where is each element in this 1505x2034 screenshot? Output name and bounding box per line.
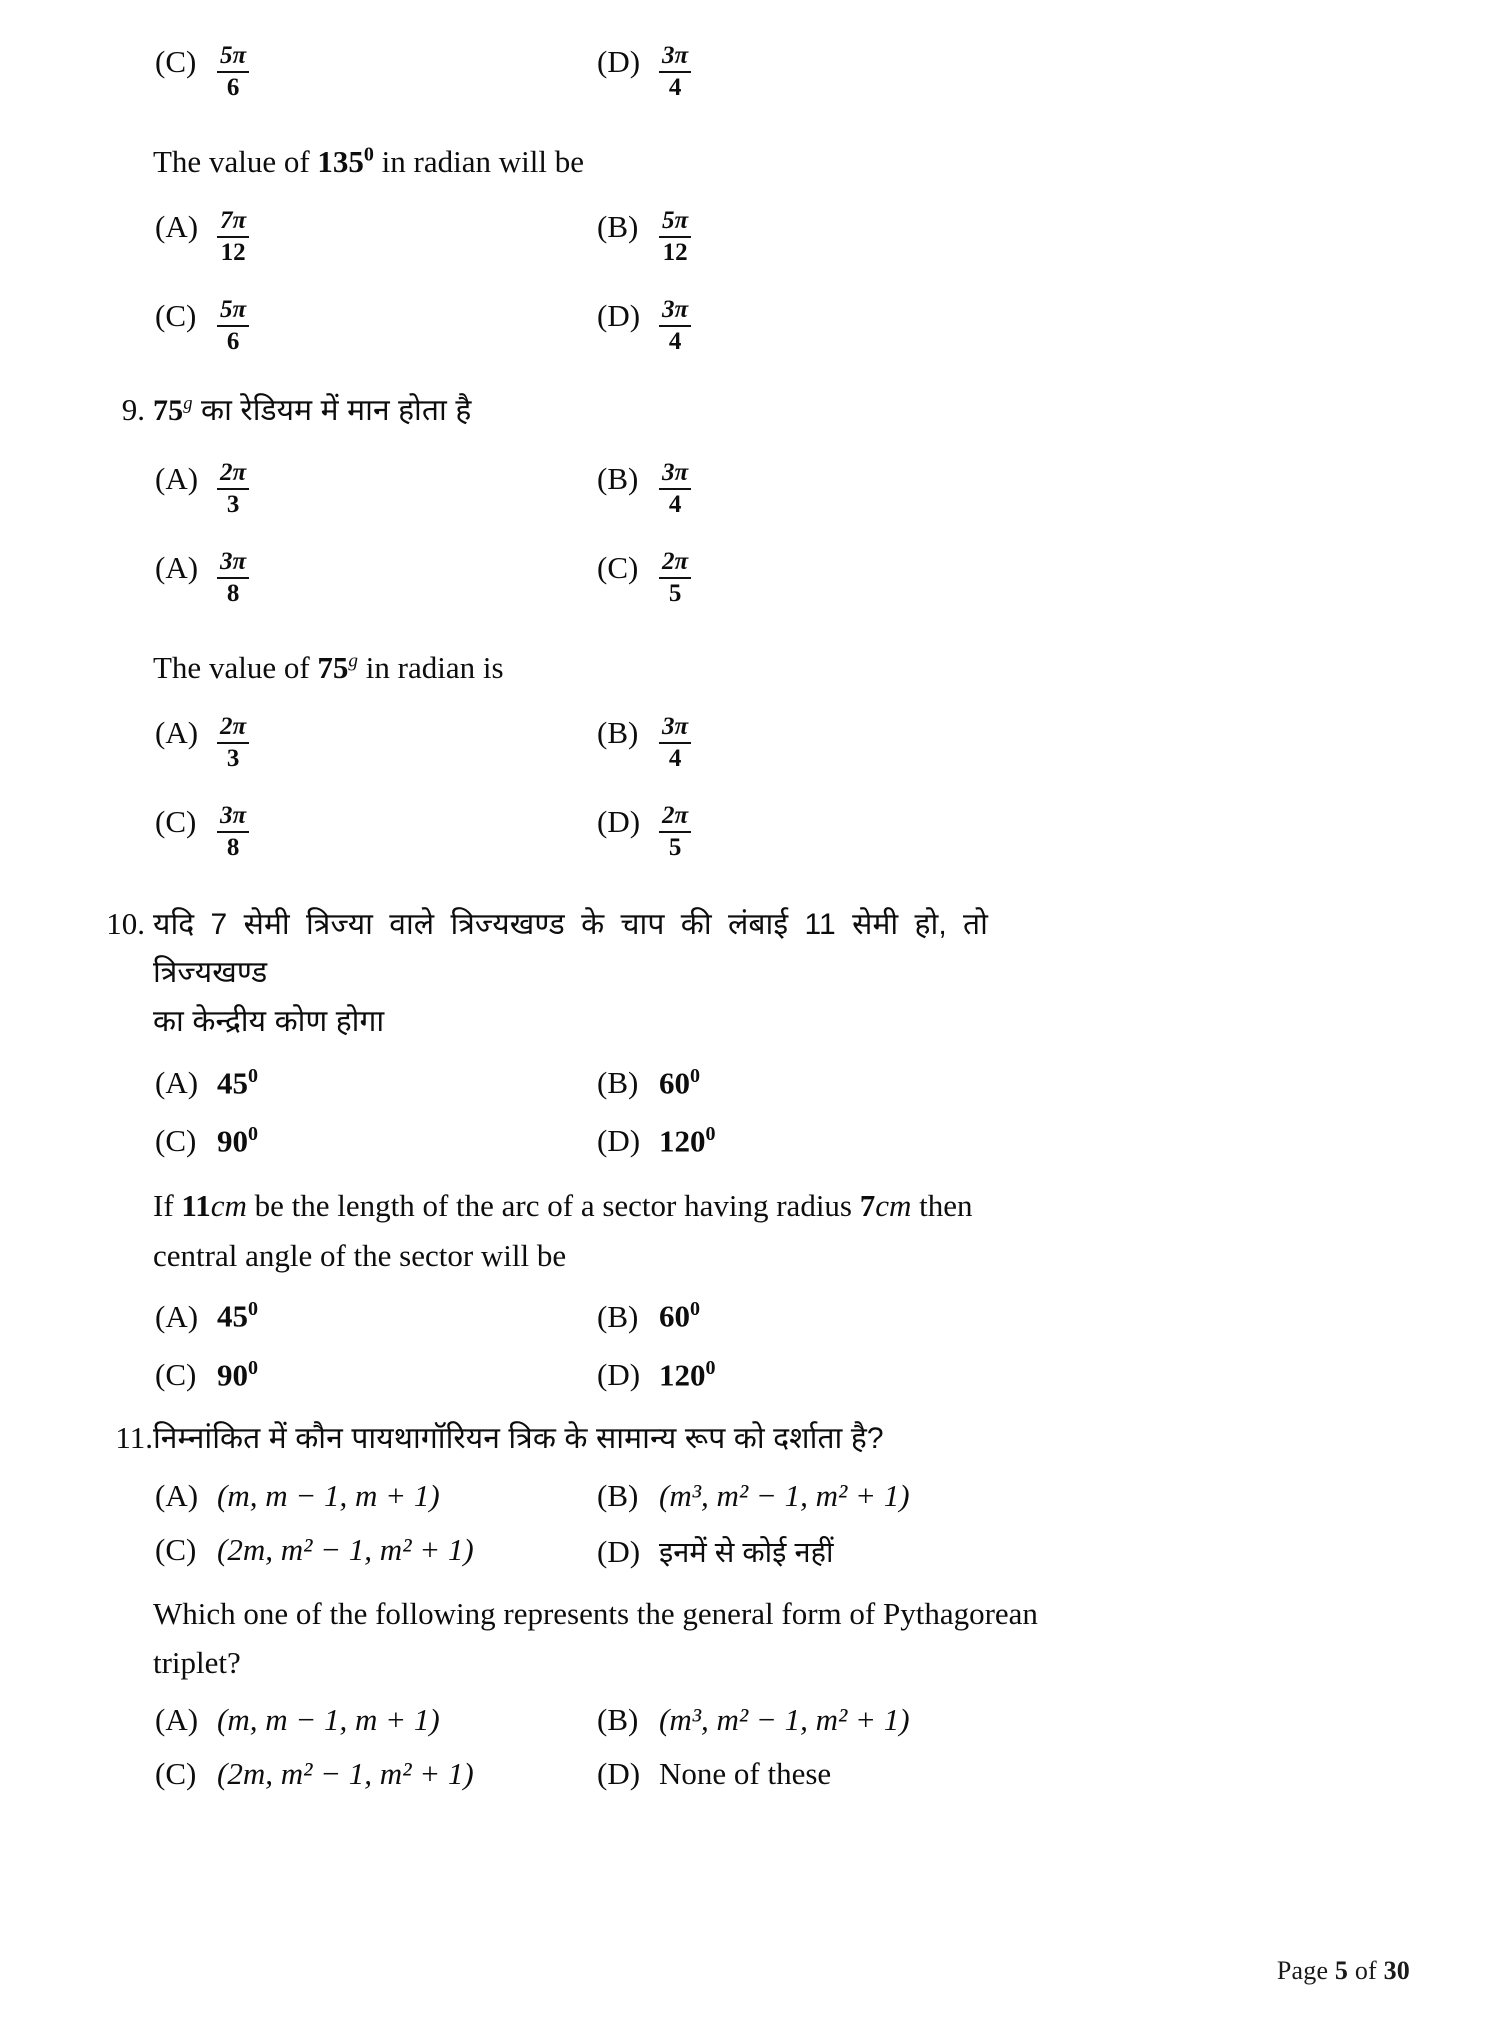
option-item[interactable] <box>575 1756 1055 1792</box>
option-value: (m, m − 1, m + 1) <box>217 1477 440 1513</box>
value-number: 90 <box>217 1123 248 1159</box>
page-footer <box>1277 1956 1410 1986</box>
option-fraction <box>659 42 691 102</box>
stem-text <box>153 643 1410 693</box>
stem-part: in radian is <box>358 650 504 686</box>
degree-superscript: 0 <box>248 1064 258 1087</box>
option-item[interactable] <box>575 1123 1055 1159</box>
option-fraction <box>217 296 249 356</box>
option-item[interactable] <box>95 457 575 521</box>
fraction-denominator: 4 <box>659 488 691 519</box>
option-label: (A) <box>155 1298 199 1334</box>
option-label: (C) <box>155 1531 197 1567</box>
stem-text <box>153 137 1410 187</box>
option-row <box>95 711 1410 794</box>
option-item[interactable] <box>95 1065 575 1101</box>
option-item[interactable] <box>575 1298 1055 1334</box>
option-fraction <box>217 548 249 608</box>
option-label: (B) <box>597 1701 639 1737</box>
degree-superscript: 0 <box>690 1298 700 1321</box>
stem-line <box>153 1181 1410 1231</box>
option-value <box>217 1123 258 1159</box>
stem-part: in radian will be <box>373 144 584 179</box>
fraction-numerator: 2π <box>662 801 689 829</box>
option-item[interactable] <box>575 1357 1055 1393</box>
option-label: (A) <box>155 550 199 586</box>
option-row <box>95 1065 1410 1101</box>
option-label: (A) <box>155 1064 199 1100</box>
question-9-stem-hindi <box>95 387 1410 436</box>
option-row <box>95 1357 1410 1393</box>
option-value <box>217 1065 258 1101</box>
option-value <box>217 1357 258 1393</box>
option-label: (D) <box>597 44 641 79</box>
option-label: (C) <box>155 1123 197 1159</box>
footer-middle: of <box>1348 1956 1384 1985</box>
fraction-denominator: 5 <box>659 577 691 608</box>
fraction-numerator: 3π <box>662 459 689 487</box>
question-number: 11. <box>115 1420 153 1456</box>
fraction-denominator: 12 <box>217 236 249 267</box>
fraction-numerator: 2π <box>220 712 247 740</box>
option-fraction <box>659 296 691 356</box>
option-label: (A) <box>155 208 199 244</box>
fraction-denominator: 3 <box>217 742 249 773</box>
fraction-denominator: 4 <box>659 71 691 102</box>
footer-prefix: Page <box>1276 1956 1335 1985</box>
option-label: (B) <box>597 208 639 244</box>
fraction-denominator: 3 <box>217 488 249 519</box>
option-label: (D) <box>597 297 641 333</box>
option-item[interactable] <box>95 711 575 775</box>
option-label: (A) <box>155 714 199 750</box>
option-row <box>95 546 1410 629</box>
fraction-numerator: 5π <box>220 295 247 323</box>
value-number: 60 <box>659 1298 690 1334</box>
stem-part: then <box>911 1188 973 1224</box>
stem-part: The value of <box>153 144 318 179</box>
fraction-numerator: 3π <box>220 801 247 829</box>
option-label: (D) <box>597 1755 641 1791</box>
stem-line: का केन्द्रीय कोण होगा <box>153 1004 385 1038</box>
option-fraction <box>217 802 249 862</box>
degree-superscript: 0 <box>248 1122 258 1145</box>
value-number: 120 <box>659 1357 706 1393</box>
grade-superscript: g <box>183 392 193 414</box>
option-row <box>95 294 1410 377</box>
option-value: इनमें से कोई नहीं <box>659 1536 834 1569</box>
option-item[interactable] <box>95 1702 575 1738</box>
fraction-denominator: 4 <box>659 325 691 356</box>
option-value <box>659 1123 716 1159</box>
value-number: 45 <box>217 1064 248 1100</box>
question-number: 9. <box>121 391 145 427</box>
option-item[interactable] <box>95 1357 575 1393</box>
fraction-denominator: 4 <box>659 742 691 773</box>
option-item[interactable] <box>95 294 575 358</box>
fraction-numerator: 3π <box>662 712 689 740</box>
option-label: (C) <box>155 1755 197 1791</box>
fraction-denominator: 8 <box>217 577 249 608</box>
unit-label: cm <box>210 1188 247 1224</box>
fraction-numerator: 3π <box>662 42 689 69</box>
option-value: (2m, m² − 1, m² + 1) <box>217 1531 474 1567</box>
stem-text <box>153 901 1410 1047</box>
value-number: 75 <box>153 393 184 427</box>
option-label: (D) <box>597 1357 641 1393</box>
value-number: 120 <box>659 1123 706 1159</box>
degree-superscript: 0 <box>248 1356 258 1379</box>
fraction-numerator: 2π <box>662 548 689 576</box>
option-item[interactable] <box>95 205 575 269</box>
fraction-numerator: 5π <box>220 42 247 69</box>
option-row <box>95 1123 1410 1159</box>
option-label: (C) <box>155 803 197 839</box>
option-item[interactable] <box>575 800 1055 864</box>
degree-superscript: 0 <box>690 1064 700 1087</box>
stem-line: central angle of the sector will be <box>153 1237 567 1273</box>
fraction-numerator: 2π <box>220 459 247 487</box>
question-10-stem-hindi <box>95 901 1410 1047</box>
option-row <box>95 205 1410 288</box>
option-item[interactable] <box>575 1532 1055 1571</box>
degree-superscript: 0 <box>705 1122 716 1145</box>
option-label: (D) <box>597 1123 641 1159</box>
stem-line: यदि 7 सेमी त्रिज्या वाले त्रिज्यखण्ड के चाप की लंबाई 11 सेमी हो, तो त्रिज्यखण्ड <box>153 907 988 990</box>
fraction-numerator: 3π <box>220 548 247 576</box>
option-item[interactable] <box>575 1065 1055 1101</box>
degree-superscript: 0 <box>248 1298 258 1321</box>
option-item[interactable] <box>575 1702 1055 1738</box>
fraction-numerator: 3π <box>662 295 689 323</box>
option-value: None of these <box>659 1755 832 1791</box>
fraction-numerator: 5π <box>662 206 689 234</box>
stem-text <box>153 1589 1410 1688</box>
option-row <box>95 40 1410 123</box>
stem-part: If <box>153 1188 182 1224</box>
stem-part: be the length of the arc of a sector having radius <box>246 1188 860 1224</box>
option-label: (D) <box>597 803 641 839</box>
option-label: (A) <box>155 461 199 497</box>
stem-part: का रेडियम में मान होता है <box>192 393 472 427</box>
question-10-stem-english <box>95 1181 1410 1280</box>
option-label: (D) <box>597 1533 641 1569</box>
option-fraction <box>217 207 249 267</box>
fraction-denominator: 8 <box>217 831 249 862</box>
option-item[interactable] <box>95 800 575 864</box>
fraction-denominator: 5 <box>659 831 691 862</box>
option-label: (B) <box>597 1064 639 1100</box>
option-item[interactable] <box>575 457 1055 521</box>
option-fraction <box>217 713 249 773</box>
option-fraction <box>659 459 691 519</box>
degree-superscript: 0 <box>363 143 374 166</box>
fraction-denominator: 6 <box>217 71 249 102</box>
grade-superscript: g <box>348 650 359 672</box>
option-value: (m, m − 1, m + 1) <box>217 1701 440 1737</box>
option-label: (A) <box>155 1701 199 1737</box>
option-value <box>659 1357 716 1393</box>
option-item[interactable] <box>95 1532 575 1571</box>
option-label: (A) <box>155 1477 199 1513</box>
question-9-stem-english <box>95 643 1410 693</box>
option-label: (C) <box>155 297 197 333</box>
question-number: 10. <box>106 905 145 941</box>
option-label: (B) <box>597 461 639 497</box>
option-row <box>95 1532 1410 1571</box>
option-fraction <box>659 713 691 773</box>
option-label: (B) <box>597 1477 639 1513</box>
value-number: 135 <box>317 144 364 179</box>
fraction-denominator: 12 <box>659 236 691 267</box>
option-item[interactable] <box>95 1756 575 1792</box>
option-row <box>95 1478 1410 1514</box>
option-label: (C) <box>155 44 197 79</box>
unit-label: cm <box>875 1188 912 1224</box>
value-number: 75 <box>317 650 349 686</box>
option-value: (2m, m² − 1, m² + 1) <box>217 1755 474 1791</box>
option-label: (C) <box>597 550 639 586</box>
option-fraction <box>217 459 249 519</box>
value-number: 45 <box>217 1298 248 1334</box>
option-item[interactable] <box>575 294 1055 358</box>
option-fraction <box>659 802 691 862</box>
degree-value <box>317 144 374 179</box>
option-value <box>659 1065 700 1101</box>
stem-part: The value of <box>153 650 318 686</box>
option-value <box>217 1298 258 1334</box>
option-value: (m³, m² − 1, m² + 1) <box>659 1477 910 1513</box>
option-item[interactable] <box>95 40 575 104</box>
option-row <box>95 457 1410 540</box>
stem-text <box>153 387 1410 436</box>
stem-line: triplet? <box>153 1645 241 1681</box>
option-label: (B) <box>597 714 639 750</box>
value-number: 11 <box>181 1188 211 1224</box>
option-item[interactable] <box>95 1123 575 1159</box>
value-number: 7 <box>859 1188 876 1224</box>
option-row <box>95 1702 1410 1738</box>
option-item[interactable] <box>575 40 1055 104</box>
option-fraction <box>659 207 691 267</box>
option-fraction <box>659 548 691 608</box>
fraction-denominator: 6 <box>217 325 249 356</box>
stem-text <box>153 1181 1410 1280</box>
option-value: (m³, m² − 1, m² + 1) <box>659 1701 910 1737</box>
fraction-numerator: 7π <box>220 206 247 234</box>
option-item[interactable] <box>95 1298 575 1334</box>
value-number: 60 <box>659 1064 690 1100</box>
option-item[interactable] <box>575 546 1055 610</box>
option-item[interactable] <box>95 546 575 610</box>
option-item[interactable] <box>575 1478 1055 1514</box>
option-row <box>95 1298 1410 1334</box>
option-item[interactable] <box>575 711 1055 775</box>
stem-text: निम्नांकित में कौन पायथागॉरियन त्रिक के सामान्य रूप को दर्शाता है? <box>153 1422 884 1456</box>
option-label: (B) <box>597 1298 639 1334</box>
question-11-stem-english <box>95 1589 1410 1688</box>
degree-superscript: 0 <box>705 1356 716 1379</box>
option-item[interactable] <box>95 1478 575 1514</box>
option-value <box>659 1298 700 1334</box>
value-number: 90 <box>217 1357 248 1393</box>
option-row <box>95 1756 1410 1792</box>
option-fraction <box>217 42 249 102</box>
stem-line: Which one of the following represents the general form of Pythagorean <box>153 1595 1038 1631</box>
option-row <box>95 800 1410 883</box>
question-11-stem-hindi <box>95 1415 1410 1464</box>
footer-total-pages: 30 <box>1383 1956 1410 1985</box>
option-label: (C) <box>155 1357 197 1393</box>
option-item[interactable] <box>575 205 1055 269</box>
question-stem-english <box>95 137 1410 187</box>
footer-current-page: 5 <box>1334 1956 1349 1985</box>
